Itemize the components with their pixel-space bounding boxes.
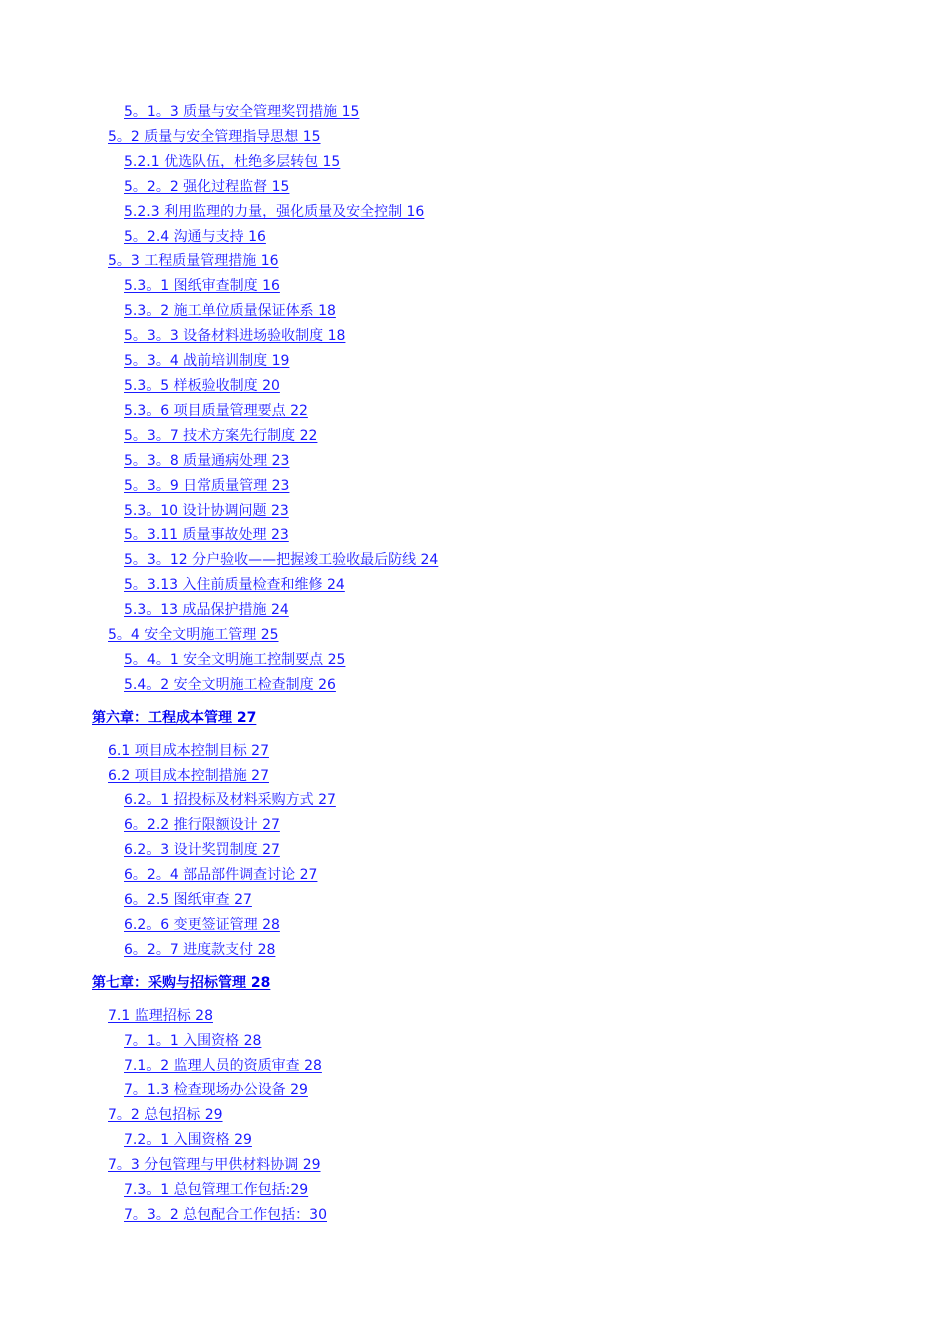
- table-of-contents: [0, 100, 950, 1228]
- toc-entry-link[interactable]: 5。3。12 分户验收——把握竣工验收最后防线 24: [124, 552, 439, 569]
- toc-entry-link[interactable]: 7.3。1 总包管理工作包括:29: [124, 1182, 309, 1199]
- toc-entry-link[interactable]: 6.1 项目成本控制目标 27: [108, 742, 269, 759]
- toc-entry-link[interactable]: 5。1。3 质量与安全管理奖罚措施 15: [124, 104, 360, 120]
- toc-entry-link[interactable]: 5。2.4 沟通与支持 16: [124, 228, 266, 245]
- toc-entry-link[interactable]: 5。4 安全文明施工管理 25: [108, 627, 279, 644]
- toc-entry-link[interactable]: 5。3。8 质量通病处理 23: [124, 452, 290, 469]
- toc-entry-link[interactable]: 6.2 项目成本控制措施 27: [108, 767, 269, 784]
- toc-entry-link[interactable]: 5.3。13 成品保护措施 24: [124, 602, 289, 619]
- toc-entry-link[interactable]: 6.2。6 变更签证管理 28: [124, 917, 280, 933]
- toc-entry-link[interactable]: 6。2。7 进度款支付 28: [124, 941, 276, 958]
- toc-entry-link[interactable]: 5.2.1 优选队伍，杜绝多层转包 15: [124, 153, 341, 170]
- toc-entry-link[interactable]: 5.2.3 利用监理的力量，强化质量及安全控制 16: [124, 203, 425, 220]
- toc-entry-link[interactable]: 5。4。1 安全文明施工控制要点 25: [124, 651, 346, 668]
- toc-chapter-link[interactable]: 第七章：采购与招标管理 28: [92, 974, 271, 991]
- toc-entry-link[interactable]: 5.3。1 图纸审查制度 16: [124, 278, 280, 295]
- toc-entry-link[interactable]: 5.3。10 设计协调问题 23: [124, 502, 289, 519]
- toc-entry-link[interactable]: 5。3.11 质量事故处理 23: [124, 527, 289, 544]
- toc-entry-link[interactable]: 7。1.3 检查现场办公设备 29: [124, 1082, 308, 1099]
- toc-entry-link[interactable]: 7。3 分包管理与甲供材料协调 29: [108, 1157, 321, 1174]
- toc-entry-link[interactable]: 6。2.5 图纸审查 27: [124, 892, 252, 909]
- toc-entry-link[interactable]: 6.2。3 设计奖罚制度 27: [124, 842, 280, 859]
- toc-entry-link[interactable]: 5。2。2 强化过程监督 15: [124, 178, 290, 195]
- toc-entry-link[interactable]: 5。3。9 日常质量管理 23: [124, 477, 290, 494]
- toc-entry-link[interactable]: 5。3.13 入住前质量检查和维修 24: [124, 577, 345, 594]
- toc-chapter-link[interactable]: 第六章：工程成本管理 27: [92, 709, 257, 726]
- toc-entry-link[interactable]: 5。2 质量与安全管理指导思想 15: [108, 128, 321, 145]
- toc-entry-link[interactable]: 5.3。2 施工单位质量保证体系 18: [124, 303, 336, 320]
- toc-entry-link[interactable]: 7.2。1 入围资格 29: [124, 1132, 252, 1149]
- toc-entry-link[interactable]: 6.2。1 招投标及材料采购方式 27: [124, 792, 336, 809]
- toc-entry-link[interactable]: 7。1。1 入围资格 28: [124, 1032, 262, 1049]
- toc-entry-link[interactable]: 7.1 监理招标 28: [108, 1007, 213, 1024]
- toc-entry-link[interactable]: 7.1。2 监理人员的资质审查 28: [124, 1057, 322, 1074]
- toc-entry-link[interactable]: 5。3 工程质量管理措施 16: [108, 253, 279, 270]
- toc-entry-link[interactable]: 5.3。5 样板验收制度 20: [124, 377, 280, 394]
- toc-entry-link[interactable]: 6。2.2 推行限额设计 27: [124, 817, 280, 834]
- toc-entry-link[interactable]: 7。2 总包招标 29: [108, 1107, 223, 1124]
- toc-entry-link[interactable]: 7。3。2 总包配合工作包括：30: [124, 1206, 327, 1223]
- toc-entry-link[interactable]: 5。3。7 技术方案先行制度 22: [124, 427, 318, 444]
- toc-entry-link[interactable]: 5.3。6 项目质量管理要点 22: [124, 402, 308, 419]
- toc-entry-link[interactable]: 5。3。3 设备材料进场验收制度 18: [124, 328, 346, 345]
- toc-entry-link[interactable]: 6。2。4 部品部件调查讨论 27: [124, 867, 318, 884]
- toc-entry-link[interactable]: 5。3。4 战前培训制度 19: [124, 353, 290, 370]
- toc-entry-link[interactable]: 5.4。2 安全文明施工检查制度 26: [124, 676, 336, 693]
